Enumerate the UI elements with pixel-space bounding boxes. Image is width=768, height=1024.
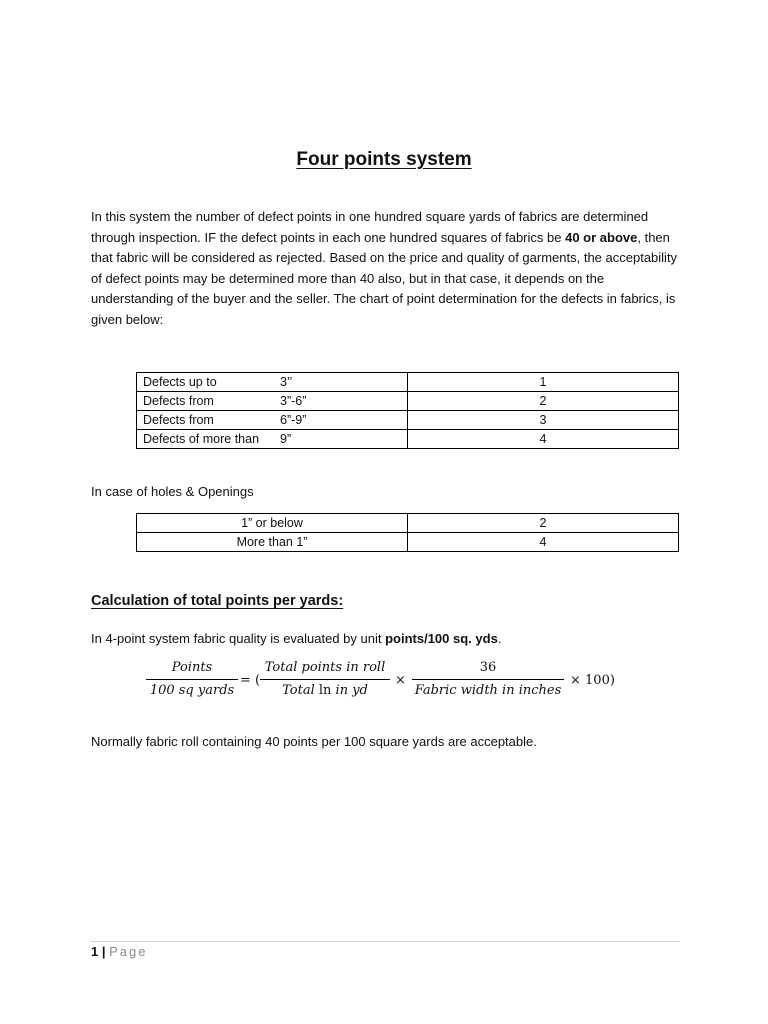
defect-cell (137, 373, 408, 392)
table-row (137, 533, 679, 552)
points-cell: 3 (408, 411, 679, 430)
formula-roll-fraction (260, 657, 390, 702)
formula-lhs-denominator: 100 sq yards (146, 679, 238, 702)
intro-text-1: In this system the number of defect points in one hundred square yards of fabrics are determined through inspection. IF the defect points in each one hundred squares of fabrics be (91, 209, 649, 245)
formula-width-denominator: Fabric width in inches (412, 679, 564, 702)
formula-lhs-numerator: Points (171, 660, 213, 675)
page-number: 1 (91, 944, 99, 959)
footer-divider (90, 941, 680, 942)
formula-width-fraction (412, 657, 564, 702)
hole-size-cell: More than 1” (137, 533, 408, 552)
footer-separator: | (101, 944, 106, 959)
formula-lhs-fraction (146, 657, 238, 702)
calc-text-before: In 4-point system fabric quality is evaluated by unit (91, 631, 386, 646)
calculation-heading: Calculation of total points per yards: (91, 593, 344, 609)
defect-label: Defects from (143, 413, 214, 427)
formula-roll-denominator (260, 679, 390, 702)
hole-size-cell: 1” or below (137, 514, 408, 533)
defect-cell (137, 392, 408, 411)
formula-tail: × 100) (570, 673, 615, 688)
defect-size: 9” (280, 432, 292, 446)
calculation-text (91, 631, 501, 646)
calc-text-bold: points/100 sq. yds (385, 631, 498, 646)
acceptance-note: Normally fabric roll containing 40 points per 100 square yards are acceptable. (91, 734, 537, 749)
calc-text-after: . (497, 631, 502, 646)
table-row (137, 373, 679, 392)
holes-table (136, 513, 679, 552)
defect-cell (137, 430, 408, 449)
points-cell: 4 (408, 430, 679, 449)
points-cell: 1 (408, 373, 679, 392)
defect-size: 6”-9” (280, 413, 307, 427)
table-row (137, 514, 679, 533)
points-cell: 4 (408, 533, 679, 552)
formula-width-numerator: 36 (479, 660, 497, 675)
page-title: Four points system (296, 149, 472, 170)
page-footer (91, 944, 148, 959)
formula-equals: = ( (240, 673, 261, 688)
defect-size: 3”-6” (280, 394, 307, 408)
holes-heading: In case of holes & Openings (91, 484, 254, 499)
defect-label: Defects up to (143, 375, 217, 389)
formula-in-yd-word: in yd (335, 683, 368, 698)
formula-total-word: Total (282, 683, 315, 698)
table-row (137, 411, 679, 430)
intro-bold: 40 or above (565, 229, 638, 245)
points-cell: 2 (408, 514, 679, 533)
intro-paragraph (91, 207, 681, 330)
formula-ln-word: ln (318, 683, 332, 698)
formula-times: × (395, 673, 406, 688)
defect-label: Defects from (143, 394, 214, 408)
page-word: Page (109, 944, 148, 959)
defect-label: Defects of more than (143, 432, 260, 446)
table-row (137, 392, 679, 411)
points-cell: 2 (408, 392, 679, 411)
defect-cell (137, 411, 408, 430)
defects-table (136, 372, 679, 449)
formula-roll-numerator: Total points in roll (264, 660, 386, 675)
defect-size: 3’’ (280, 375, 293, 389)
intro-text-2: , then that fabric will be considered as rejected. Based on the price and quality of garments, the acceptability of defect points may be determined more than 40 also, but in that case, it depends on the understanding of the buyer and the seller. The chart of point determination for the defects in fabrics, is given below: (91, 229, 678, 327)
table-row (137, 430, 679, 449)
